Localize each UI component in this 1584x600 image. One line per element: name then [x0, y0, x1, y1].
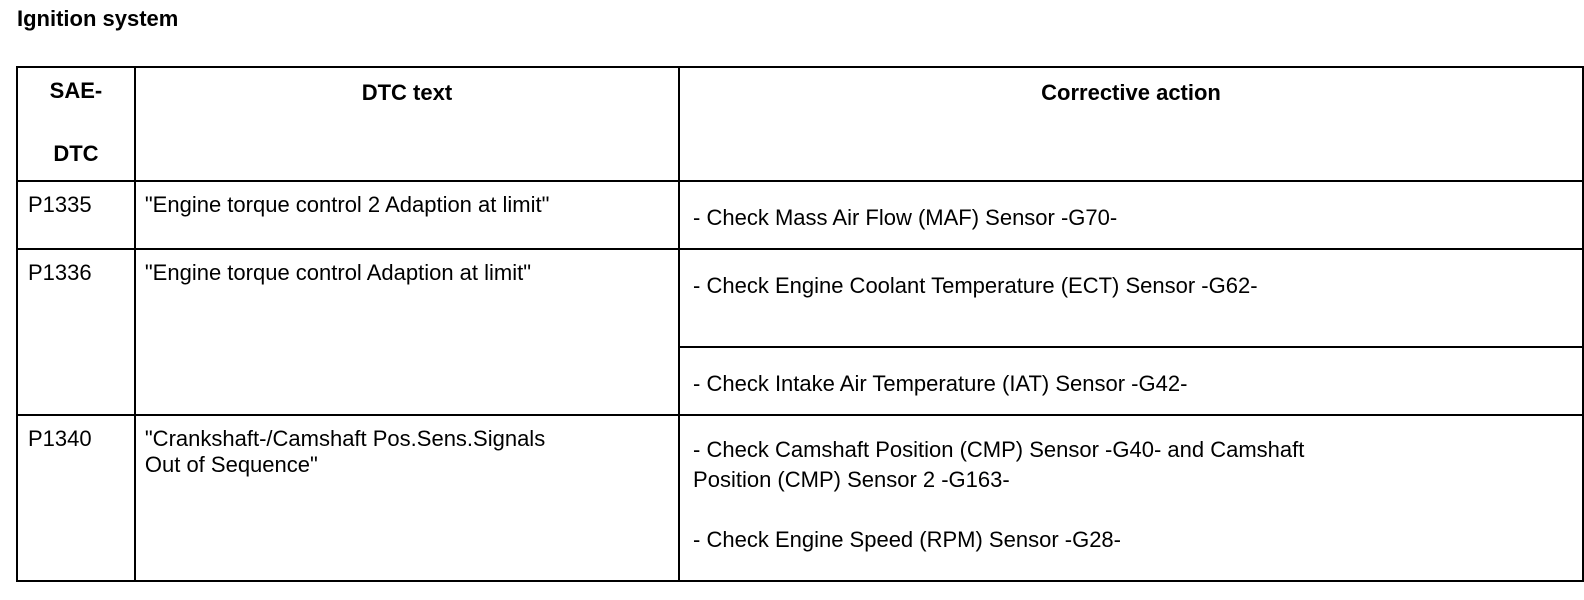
dtc-text-line1: "Crankshaft-/Camshaft Pos.Sens.Signals — [144, 426, 546, 451]
header-sae-dtc-line1: SAE- — [49, 78, 103, 103]
header-dtc-text: DTC text — [135, 67, 679, 181]
corrective-action: - Check Intake Air Temperature (IAT) Sensor -G42- — [679, 347, 1583, 415]
dtc-text-line2: Out of Sequence" — [144, 452, 318, 477]
corrective-action — [679, 415, 1583, 581]
corrective-action-line1: - Check Camshaft Position (CMP) Sensor -G40- and Camshaft — [693, 437, 1305, 462]
dtc-table — [16, 66, 1584, 582]
table-row — [17, 181, 1583, 249]
dtc-text — [135, 415, 679, 581]
header-corrective-action: Corrective action — [679, 67, 1583, 181]
page-title: Ignition system — [17, 6, 179, 31]
dtc-code: P1335 — [17, 181, 135, 249]
table-row — [17, 249, 1583, 347]
table-header-row — [17, 67, 1583, 181]
corrective-action-line3: - Check Engine Speed (RPM) Sensor -G28- — [693, 527, 1121, 552]
header-sae-dtc — [17, 67, 135, 181]
corrective-action-line2: Position (CMP) Sensor 2 -G163- — [693, 467, 1010, 492]
dtc-code: P1336 — [17, 249, 135, 415]
corrective-action: - Check Mass Air Flow (MAF) Sensor -G70- — [679, 181, 1583, 249]
corrective-action: - Check Engine Coolant Temperature (ECT) Sensor -G62- — [679, 249, 1583, 347]
dtc-text: "Engine torque control 2 Adaption at limit" — [135, 181, 679, 249]
dtc-text: "Engine torque control Adaption at limit" — [135, 249, 679, 415]
dtc-code: P1340 — [17, 415, 135, 581]
header-sae-dtc-line2: DTC — [53, 141, 99, 166]
table-row — [17, 415, 1583, 581]
